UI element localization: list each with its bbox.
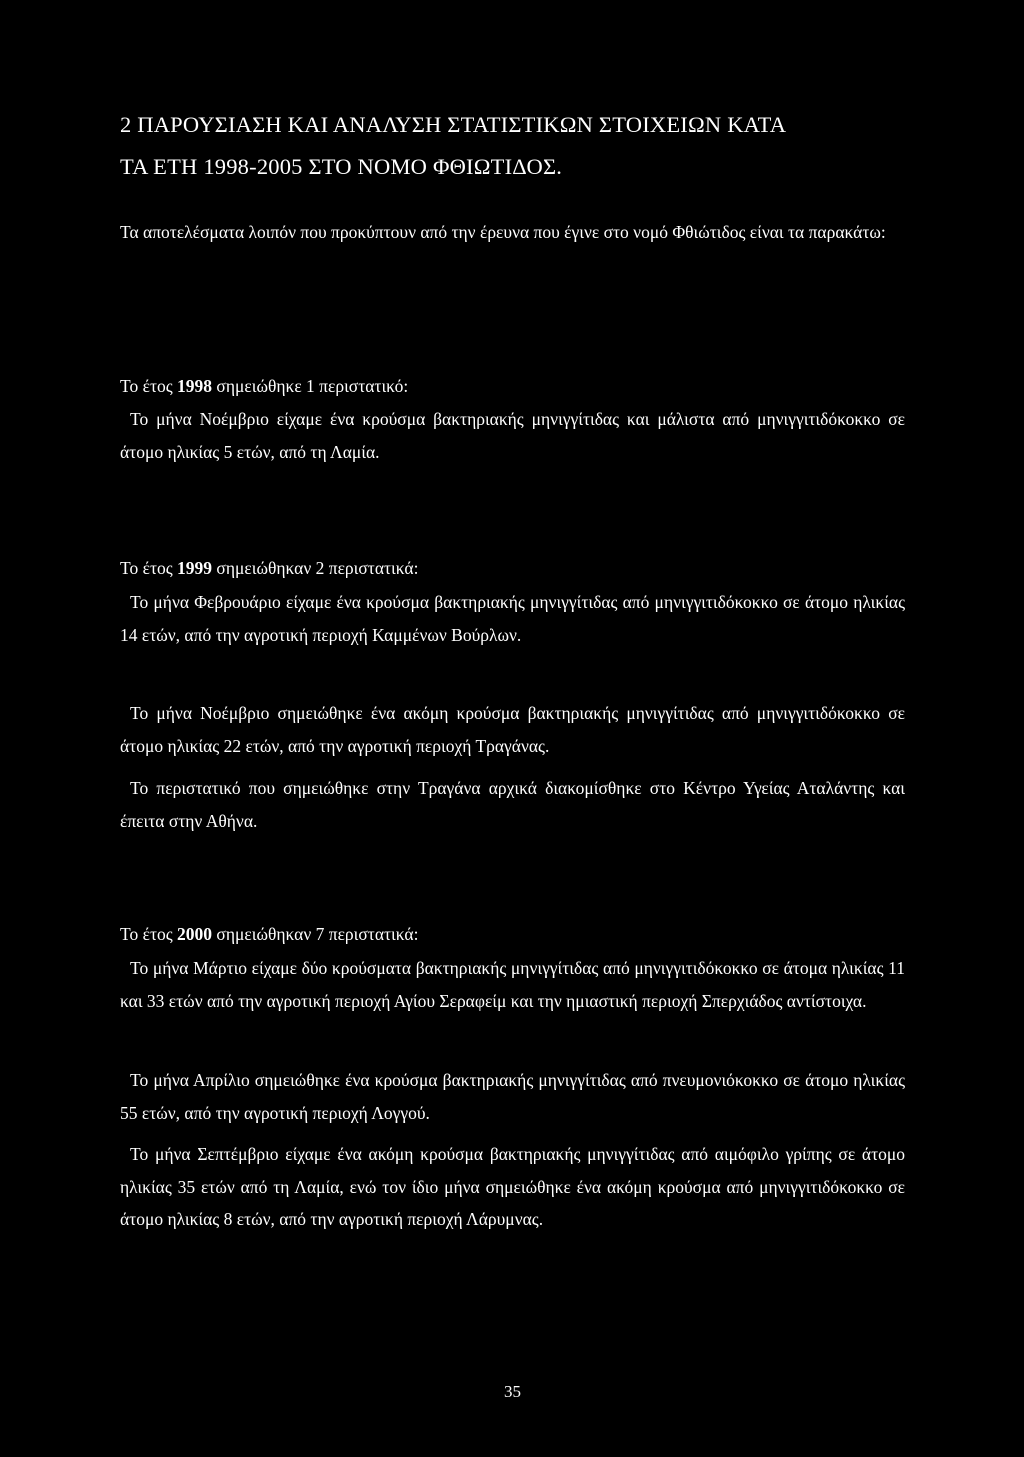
section-heading-line-1: 2 ΠΑΡΟΥΣΙΑΣΗ ΚΑΙ ΑΝΑΛΥΣΗ ΣΤΑΤΙΣΤΙΚΩΝ ΣΤΟΙΧΕΙΩΝ ΚΑΤΑ <box>120 112 787 137</box>
page-number: 35 <box>504 1382 521 1401</box>
year-1998-paragraph-1: Το μήνα Νοέμβριο είχαμε ένα κρούσμα βακτηριακής μηνιγγίτιδας και μάλιστα από μηνιγγιτιδόκοκκο σε άτομο ηλικίας 5 ετών, από τη Λαμία. <box>120 409 905 462</box>
year-1998-number: 1998 <box>177 376 213 396</box>
year-2000-paragraph-2: Το μήνα Απρίλιο σημειώθηκε ένα κρούσμα βακτηριακής μηνιγγίτιδας από πνευμονιόκοκκο σε άτομο ηλικίας 55 ετών, από την αγροτική περιοχή Λογγού. <box>120 1070 905 1123</box>
year-1998-lead: Το έτος <box>120 376 178 396</box>
year-2000-tail: σημειώθηκαν 7 περιστατικά: <box>212 924 419 944</box>
year-1999-heading <box>120 552 905 585</box>
intro-paragraph: Τα αποτελέσματα λοιπόν που προκύπτουν από την έρευνα που έγινε στο νομό Φθιώτιδος είναι τα παρακάτω: <box>120 222 886 242</box>
year-2000-number: 2000 <box>177 924 213 944</box>
year-1998-heading <box>120 370 905 403</box>
document-page <box>120 0 905 1457</box>
year-1999-number: 1999 <box>177 558 213 578</box>
year-2000-paragraph-1: Το μήνα Μάρτιο είχαμε δύο κρούσματα βακτηριακής μηνιγγίτιδας από μηνιγγιτιδόκοκκο σε άτομα ηλικίας 11 και 33 ετών από την αγροτική περιοχή Αγίου Σεραφείμ και την ημιαστική περιοχή Σπερχιάδος αντίστοιχα. <box>120 958 905 1011</box>
year-1999-paragraph-3: Το περιστατικό που σημειώθηκε στην Τραγάνα αρχικά διακομίσθηκε στο Κέντρο Υγείας Αταλάντης και έπειτα στην Αθήνα. <box>120 778 905 831</box>
year-1998-tail: σημειώθηκε 1 περιστατικό: <box>212 376 409 396</box>
year-1999-tail: σημειώθηκαν 2 περιστατικά: <box>212 558 419 578</box>
year-2000-paragraph-3: Το μήνα Σεπτέμβριο είχαμε ένα ακόμη κρούσμα βακτηριακής μηνιγγίτιδας από αιμόφιλο γρίπης σε άτομο ηλικίας 35 ετών από τη Λαμία, ενώ τον ίδιο μήνα σημειώθηκε ένα ακόμη κρούσμα από μηνιγγιτιδόκοκκο σε άτομο ηλικίας 8 ετών, από την αγροτική περιοχή Λάρυμνας. <box>120 1144 905 1229</box>
section-heading-line-2: ΤΑ ΕΤΗ 1998-2005 ΣΤΟ ΝΟΜΟ ΦΘΙΩΤΙΔΟΣ. <box>120 154 563 179</box>
year-1999-paragraph-1: Το μήνα Φεβρουάριο είχαμε ένα κρούσμα βακτηριακής μηνιγγίτιδας από μηνιγγιτιδόκοκκο σε άτομο ηλικίας 14 ετών, από την αγροτική περιοχή Καμμένων Βούρλων. <box>120 592 905 645</box>
section-heading <box>120 104 905 188</box>
year-2000-lead: Το έτος <box>120 924 178 944</box>
year-1999-paragraph-2: Το μήνα Νοέμβριο σημειώθηκε ένα ακόμη κρούσμα βακτηριακής μηνιγγίτιδας από μηνιγγιτιδόκοκκο σε άτομο ηλικίας 22 ετών, από την αγροτική περιοχή Τραγάνας. <box>120 703 905 756</box>
year-1999-lead: Το έτος <box>120 558 178 578</box>
year-2000-heading <box>120 918 905 951</box>
